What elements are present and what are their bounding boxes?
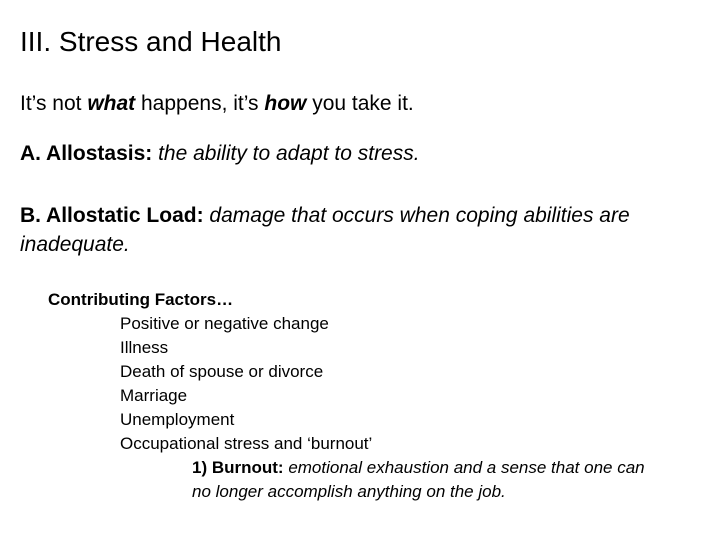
factor-list [48,312,662,456]
factor-item: Illness [120,338,169,357]
allostasis-definition: the ability to adapt to stress. [152,142,420,165]
contributing-factors [48,288,662,504]
factor-item: Death of spouse or divorce [120,362,324,381]
intro-emphasis-how: how [264,92,307,115]
intro-text [20,92,414,116]
intro-part-2: happens, it’s [135,92,265,115]
factor-item: Unemployment [120,410,235,429]
intro-part-3: you take it. [306,92,414,115]
allostasis-item [20,142,420,166]
burnout-label: 1) Burnout: [192,458,284,477]
allostatic-load-item [20,201,700,259]
burnout-text: emotional exhaustion and a sense that one can no longer accomplish anything on the job. [192,458,645,501]
slide-title: III. Stress and Health [20,26,282,57]
allostatic-load-definition: damage that occurs when coping abilities are inadequate. [20,204,630,256]
intro-emphasis-what: what [87,92,136,115]
factor-item: Positive or negative change [120,314,329,333]
allostasis-label: A. Allostasis: [20,142,153,165]
allostatic-load-label: B. Allostatic Load: [20,204,204,227]
burnout-definition [48,456,662,504]
intro-part-1: It’s not [20,92,88,115]
contributing-factors-heading: Contributing Factors… [48,290,234,309]
factor-item: Occupational stress and ‘burnout’ [120,434,373,453]
factor-item: Marriage [120,386,188,405]
